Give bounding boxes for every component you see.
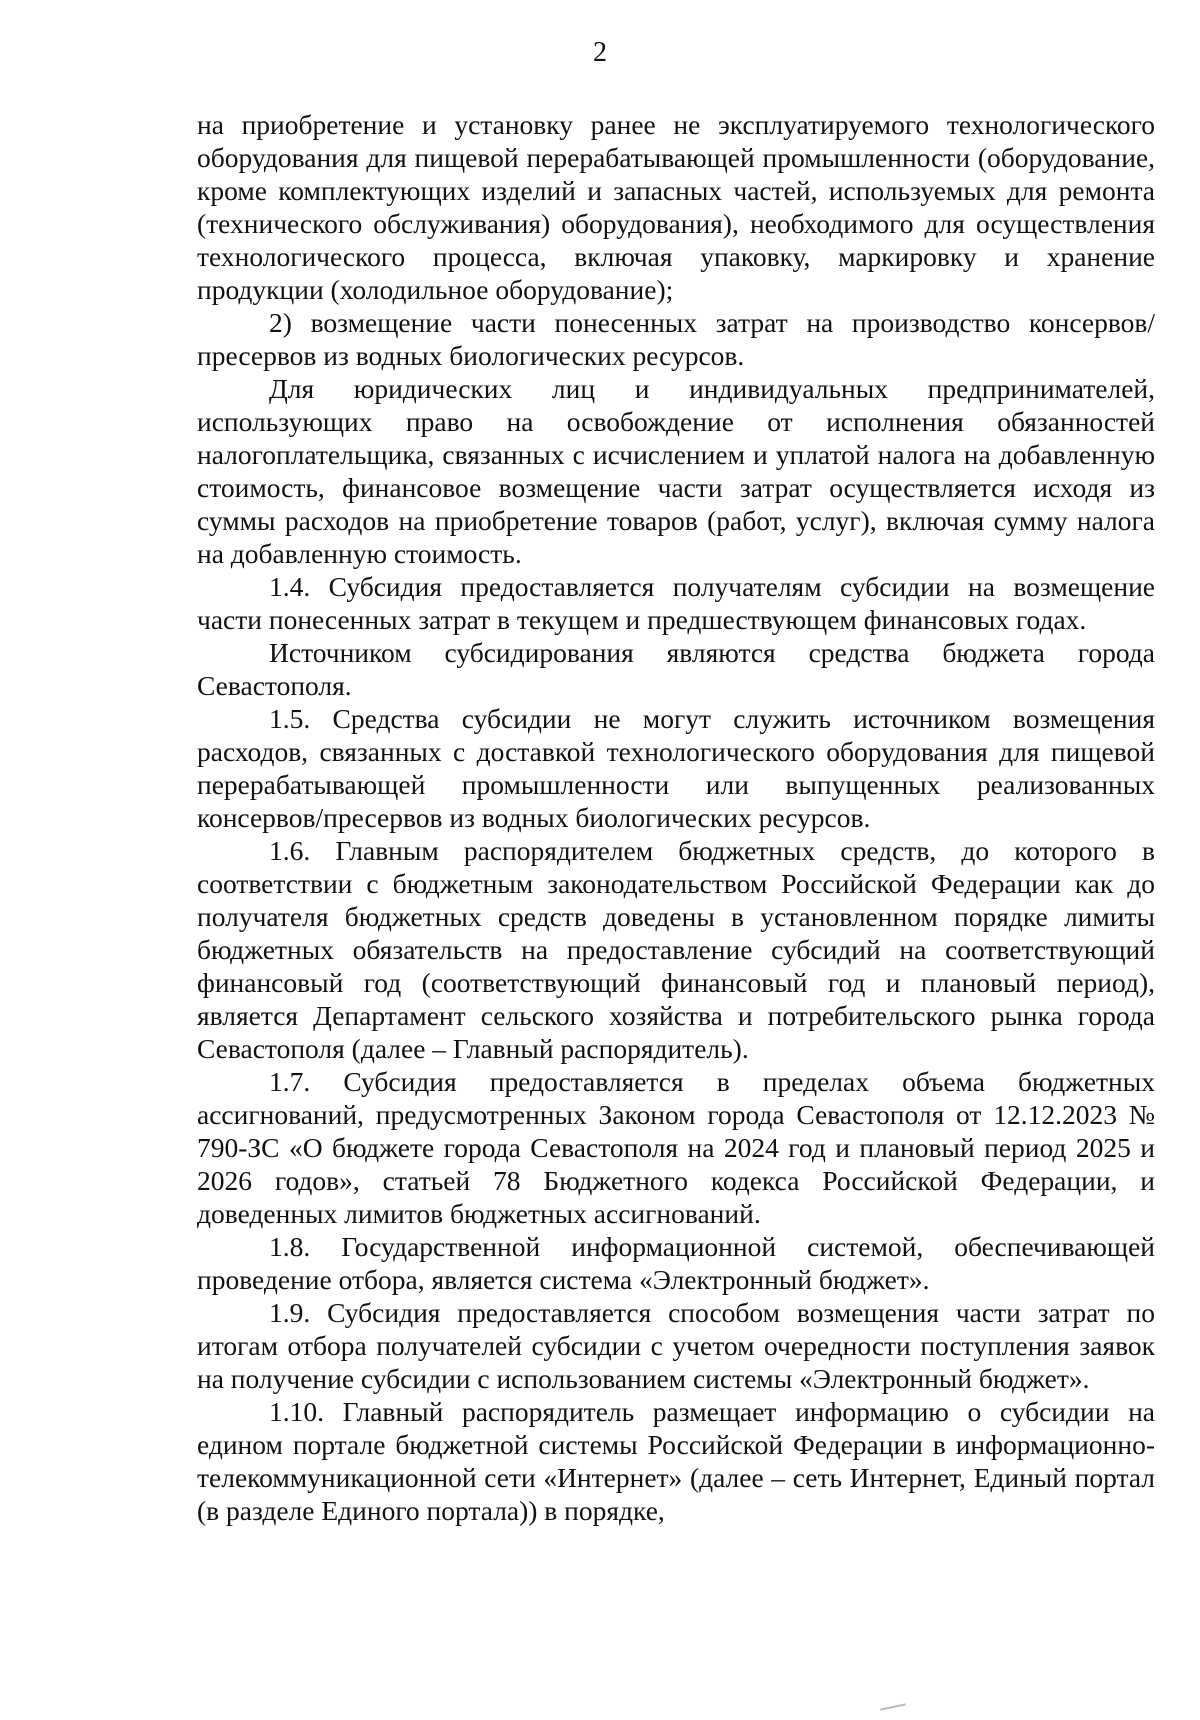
paragraph: 1.10. Главный распорядитель размещает информацию о субсидии на едином портале бюджетной системы Российской Федерации в информационно-телекоммуникационной сети «Интернет» (далее – сеть Интернет, Единый портал (в разделе Единого портала)) в порядке, — [197, 1396, 1155, 1526]
scan-mark — [880, 1703, 906, 1710]
paragraph: 1.8. Государственной информационной системой, обеспечивающей проведение отбора, является система «Электронный бюджет». — [197, 1231, 1155, 1295]
paragraph: 1.7. Субсидия предоставляется в пределах объема бюджетных ассигнований, предусмотренных Законом города Севастополя от 12.12.2023 № 790-ЗС «О бюджете города Севастополя на 2024 год и плановый период 2025 и 2026 годов», статьей 78 Бюджетного кодекса Российской Федерации, и доведенных лимитов бюджетных ассигнований. — [197, 1066, 1155, 1229]
paragraph: 2) возмещение части понесенных затрат на производство консервов/пресервов из водных биологических ресурсов. — [197, 307, 1155, 371]
paragraph: на приобретение и установку ранее не эксплуатируемого технологического оборудования для пищевой перерабатывающей промышленности (оборудование, кроме комплектующих изделий и запасных частей, используемых для ремонта (технического обслуживания) оборудования), необходимого для осуществления технологического процесса, включая упаковку, маркировку и хранение продукции (холодильное оборудование); — [197, 109, 1155, 305]
page-number: 2 — [593, 37, 607, 68]
paragraph: Для юридических лиц и индивидуальных предпринимателей, использующих право на освобождение от исполнения обязанностей налогоплательщика, связанных с исчислением и уплатой налога на добавленную стоимость, финансовое возмещение части затрат осуществляется исходя из суммы расходов на приобретение товаров (работ, услуг), включая сумму налога на добавленную стоимость. — [197, 373, 1155, 569]
paragraph: 1.6. Главным распорядителем бюджетных средств, до которого в соответствии с бюджетным законодательством Российской Федерации как до получателя бюджетных средств доведены в установленном порядке лимиты бюджетных обязательств на предоставление субсидий на соответствующий финансовый год (соответствующий финансовый год и плановый период), является Департамент сельского хозяйства и потребительского рынка города Севастополя (далее – Главный распорядитель). — [197, 835, 1155, 1064]
document-body — [197, 108, 1155, 1527]
paragraph: 1.5. Средства субсидии не могут служить источником возмещения расходов, связанных с доставкой технологического оборудования для пищевой перерабатывающей промышленности или выпущенных реализованных консервов/пресервов из водных биологических ресурсов. — [197, 703, 1155, 833]
paragraph: 1.9. Субсидия предоставляется способом возмещения части затрат по итогам отбора получателей субсидии с учетом очередности поступления заявок на получение субсидии с использованием системы «Электронный бюджет». — [197, 1297, 1155, 1394]
paragraph: Источником субсидирования являются средства бюджета города Севастополя. — [197, 637, 1155, 701]
paragraph: 1.4. Субсидия предоставляется получателям субсидии на возмещение части понесенных затрат в текущем и предшествующем финансовых годах. — [197, 571, 1155, 635]
